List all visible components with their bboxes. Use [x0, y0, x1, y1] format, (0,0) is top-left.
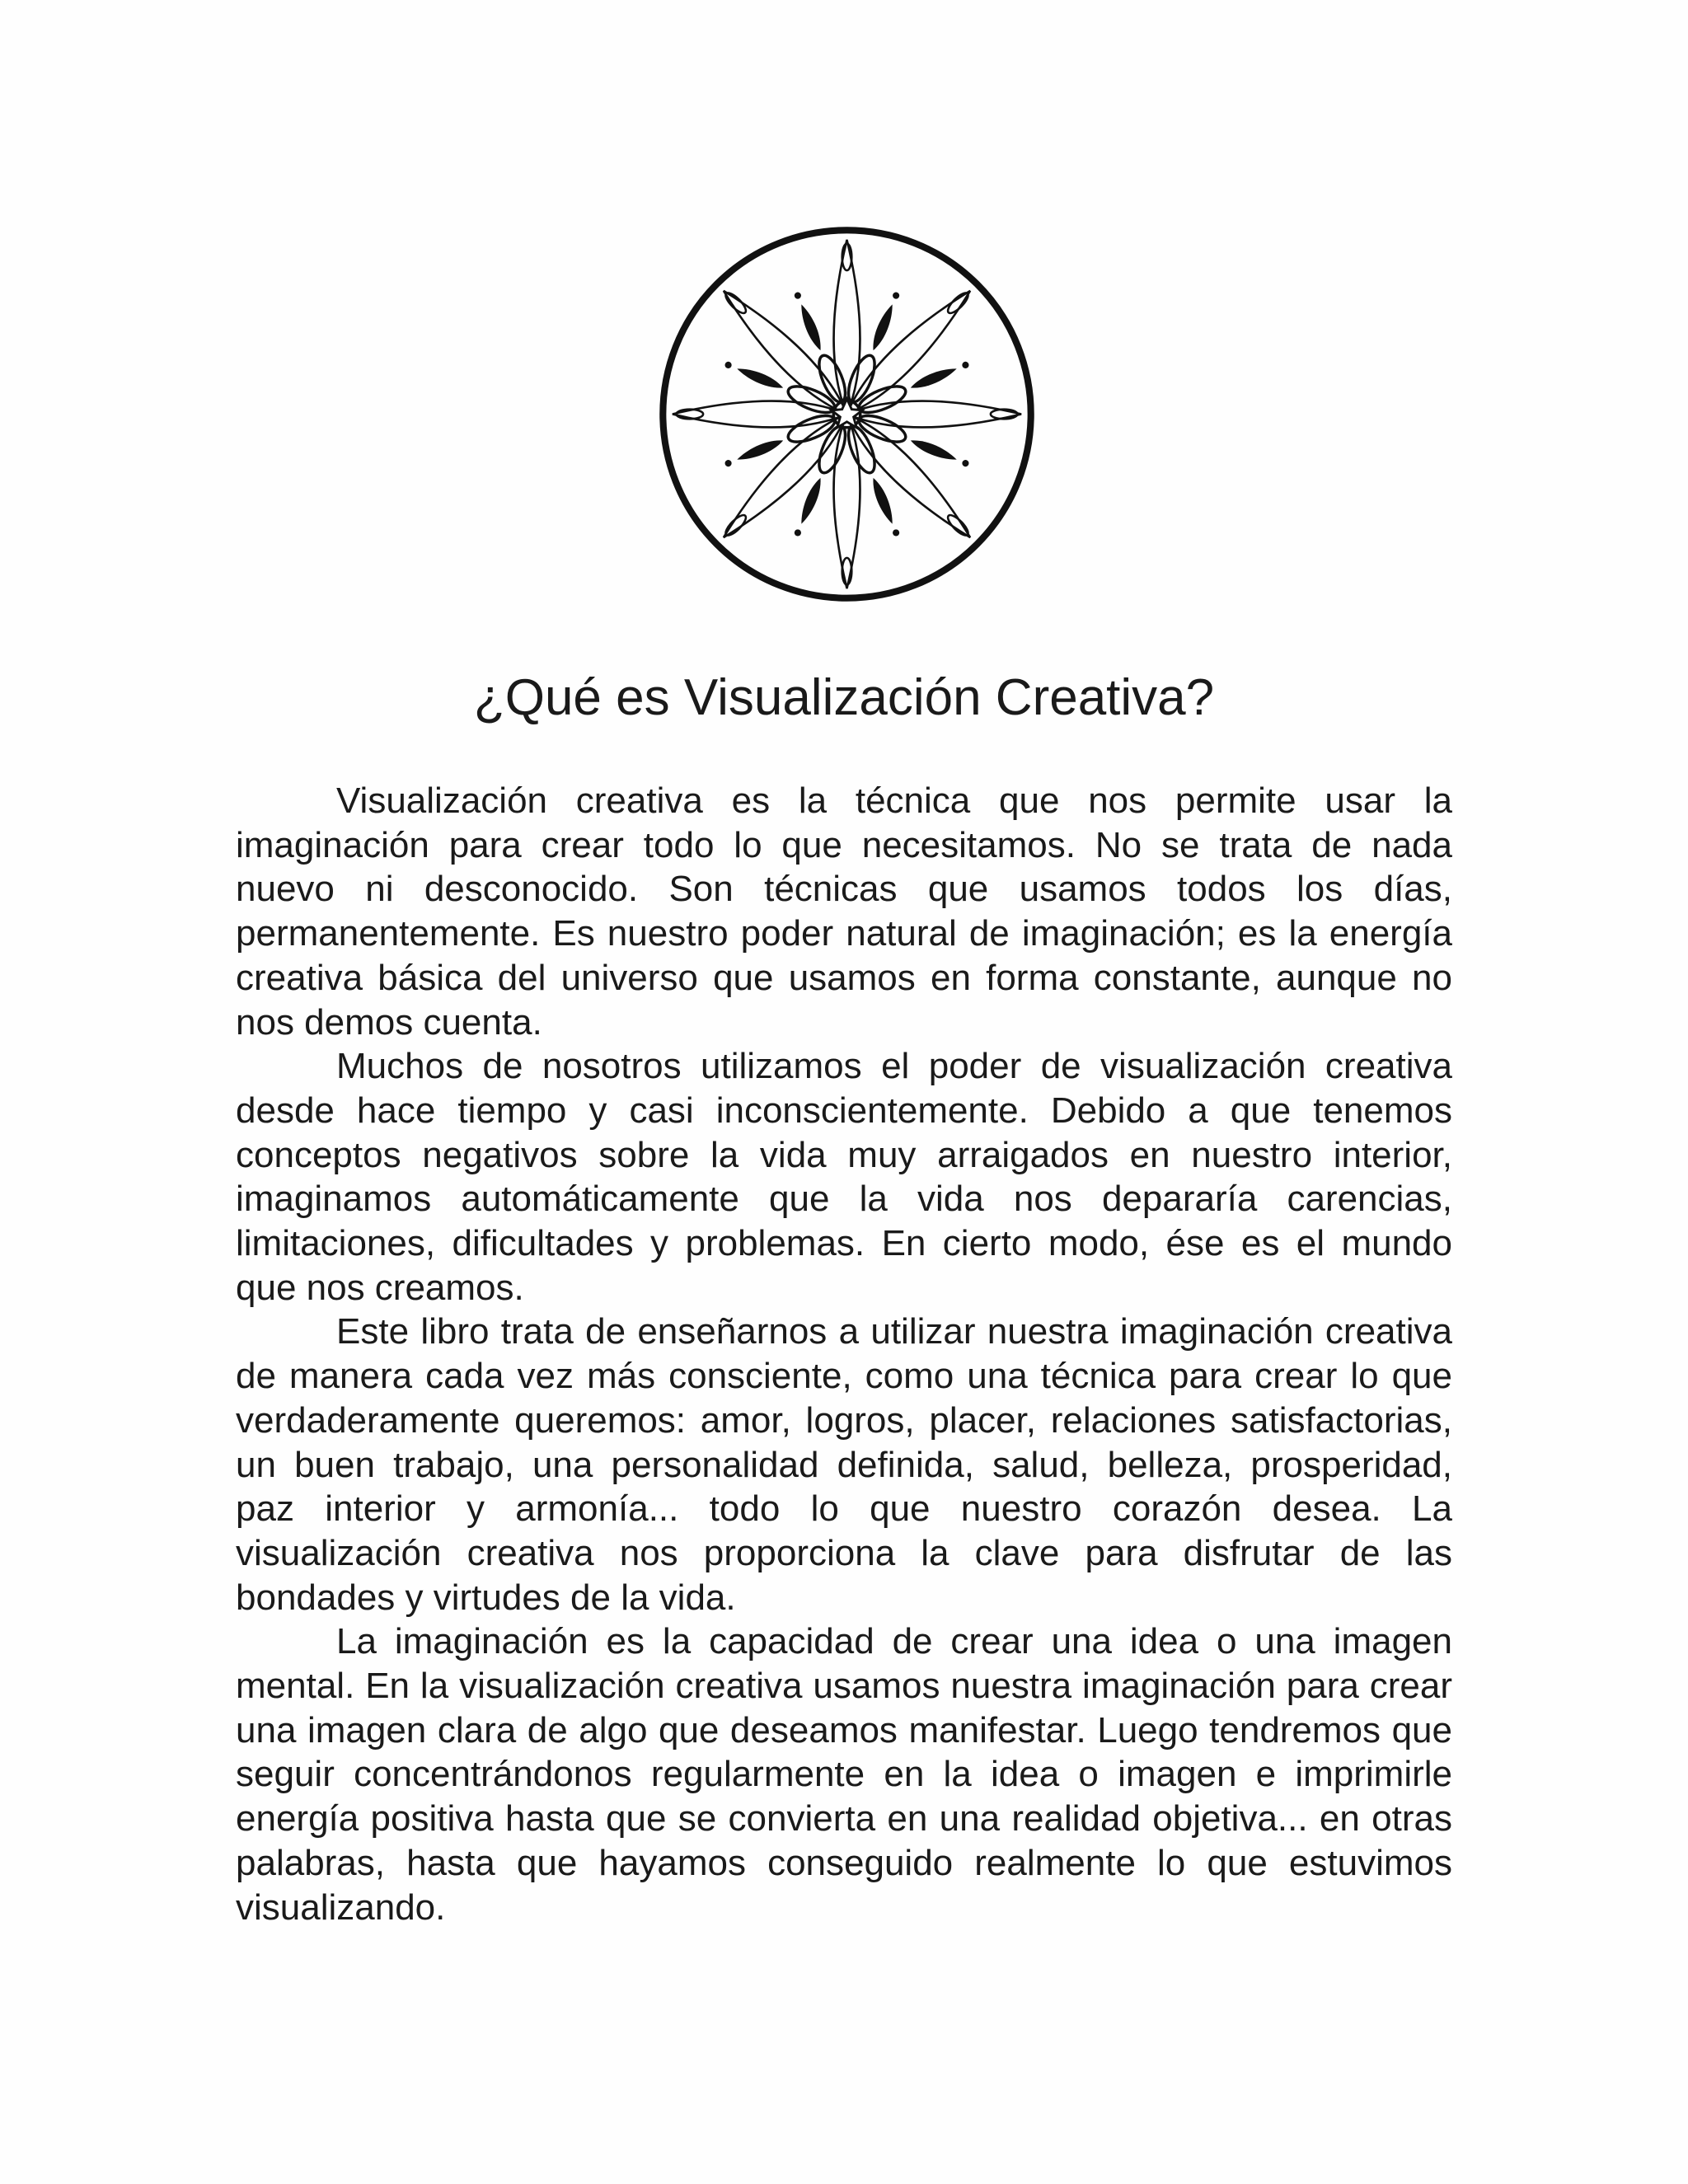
mandala-icon [655, 223, 1039, 606]
paragraph: Este libro trata de enseñarnos a utilizar nuestra imaginación creativa de manera cada vez más consciente, como una técnica para crear lo que verdaderamente queremos: amor, logros, placer, relaciones satisfactorias, un buen trabajo, una personalidad definida, salud, belleza, prosperidad, paz interior y armonía... todo lo que nuestro corazón desea. La visualización creativa nos proporciona la clave para disfrutar de las bondades y virtudes de la vida. [236, 1311, 1452, 1618]
paragraph: Muchos de nosotros utilizamos el poder de visualización creativa desde hace tiempo y casi inconscientemente. Debido a que tenemos conceptos negativos sobre la vida muy arraigados en nuestro interior, imaginamos automáticamente que la vida nos depararía carencias, limitaciones, dificultades y problemas. En cierto modo, ése es el mundo que nos creamos. [236, 1046, 1452, 1308]
body-text [236, 779, 1452, 1929]
paragraph: La imaginación es la capacidad de crear una idea o una imagen mental. En la visualización creativa usamos nuestra imaginación para crear una imagen clara de algo que deseamos manifestar. Luego tendremos que seguir concentrándonos regularmente en la idea o imagen e imprimirle energía positiva hasta que se convierta en una realidad objetiva... en otras palabras, hasta que hayamos conseguido realmente lo que estuvimos visualizando. [236, 1621, 1452, 1928]
paragraph: Visualización creativa es la técnica que nos permite usar la imaginación para crear todo lo que necesitamos. No se trata de nada nuevo ni desconocido. Son técnicas que usamos todos los días, permanentemente. Es nuestro poder natural de imaginación; es la energía creativa básica del universo que usamos en forma constante, aunque no nos demos cuenta. [236, 780, 1452, 1043]
page-title: ¿Qué es Visualización Creativa? [473, 669, 1215, 726]
